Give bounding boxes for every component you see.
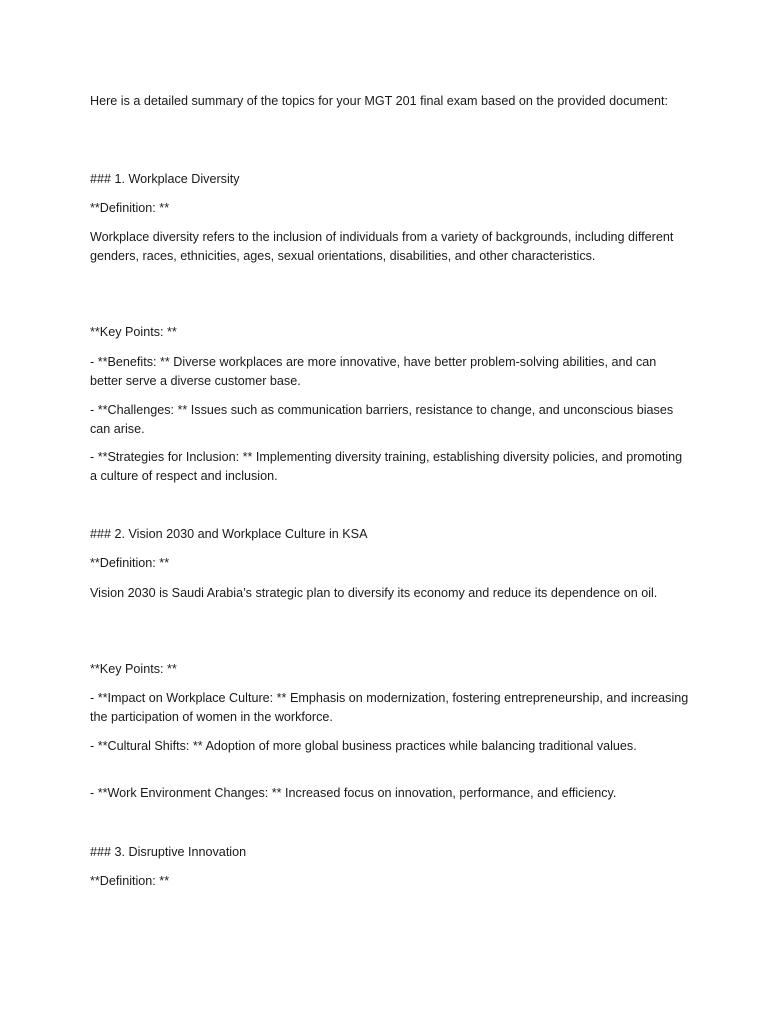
key-points-label: **Key Points: ** — [90, 325, 177, 339]
key-point-item: - **Cultural Shifts: ** Adoption of more global business practices while balancing traditional values. — [90, 739, 637, 753]
definition-label: **Definition: ** — [90, 556, 170, 570]
key-points-label: **Key Points: ** — [90, 662, 177, 676]
section-heading-disruptive-innovation: ### 3. Disruptive Innovation — [90, 845, 247, 859]
intro-paragraph: Here is a detailed summary of the topics for your MGT 201 final exam based on the provided document: — [90, 94, 668, 108]
section-heading-workplace-diversity: ### 1. Workplace Diversity — [90, 172, 240, 186]
key-point-item: - **Strategies for Inclusion: ** Implementing diversity training, establishing diversity policies, and promoting a culture of respect and inclusion. — [90, 450, 683, 483]
section-heading-vision-2030: ### 2. Vision 2030 and Workplace Culture in KSA — [90, 527, 368, 541]
key-point-item: - **Challenges: ** Issues such as communication barriers, resistance to change, and unconscious biases can arise. — [90, 403, 674, 436]
definition-label: **Definition: ** — [90, 201, 170, 215]
key-point-item: - **Benefits: ** Diverse workplaces are more innovative, have better problem-solving abilities, and can better serve a diverse customer base. — [90, 355, 657, 388]
key-point-item: - **Work Environment Changes: ** Increased focus on innovation, performance, and efficiency. — [90, 786, 617, 800]
document-page — [90, 0, 690, 1024]
key-point-item: - **Impact on Workplace Culture: ** Emphasis on modernization, fostering entrepreneurship, and increasing the participation of women in the workforce. — [90, 691, 689, 724]
definition-text: Vision 2030 is Saudi Arabia’s strategic plan to diversify its economy and reduce its dependence on oil. — [90, 586, 658, 600]
definition-text: Workplace diversity refers to the inclusion of individuals from a variety of backgrounds, including different genders, races, ethnicities, ages, sexual orientations, disabilities, and other characteristics. — [90, 230, 674, 263]
definition-label: **Definition: ** — [90, 874, 170, 888]
